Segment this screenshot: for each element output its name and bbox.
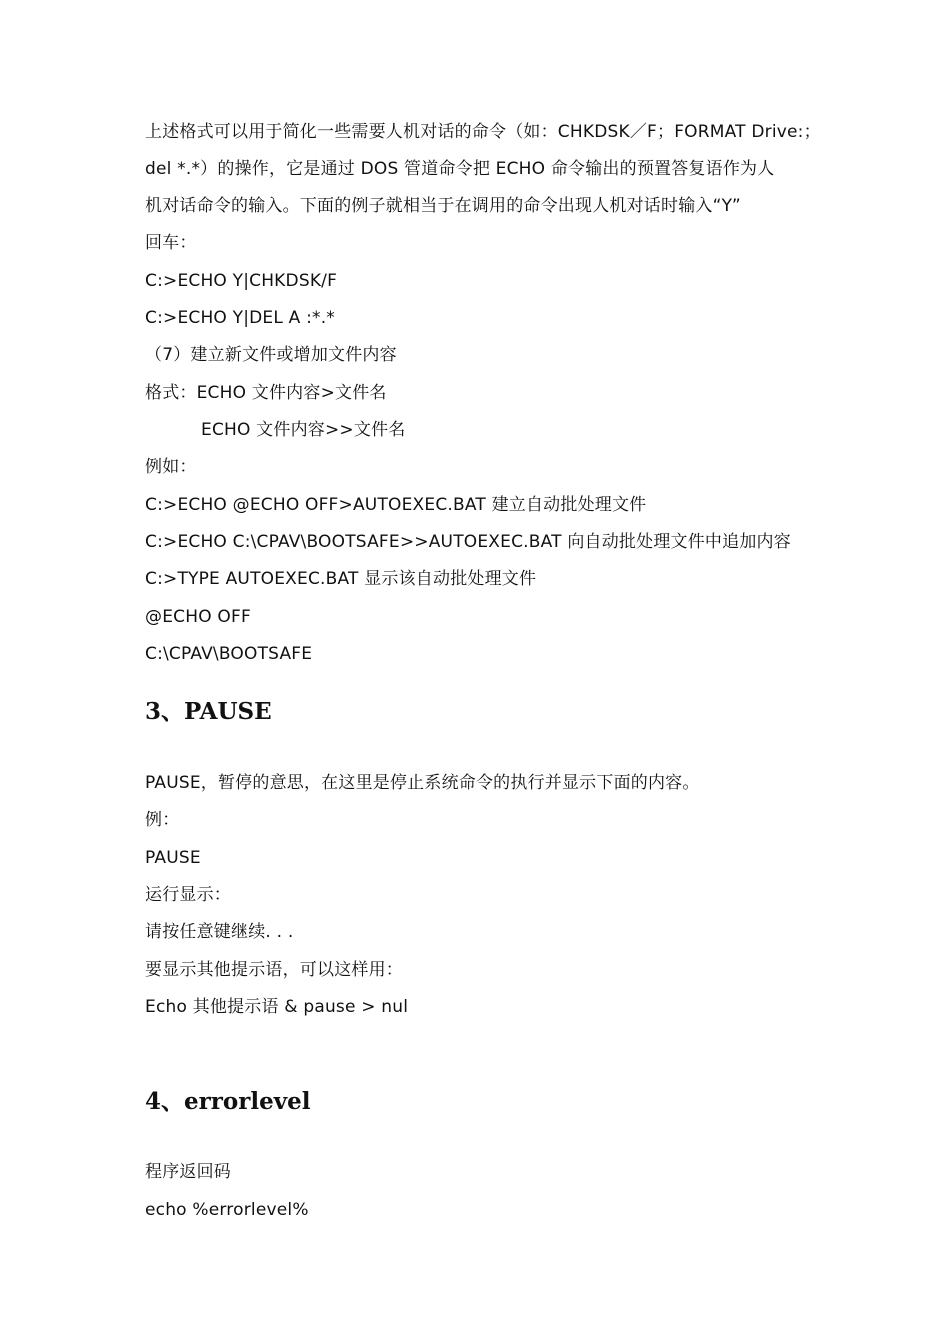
example-line: C:>ECHO C:\CPAV\BOOTSAFE>>AUTOEXEC.BAT 向自动批处理文件中追加内容 <box>145 532 791 552</box>
pause-line: PAUSE <box>145 848 201 868</box>
example-line: @ECHO OFF <box>145 607 251 627</box>
section-heading-pause: 3、PAUSE <box>145 698 272 725</box>
format-line-1: 格式：ECHO 文件内容>文件名 <box>145 383 387 403</box>
example-line: C:>TYPE AUTOEXEC.BAT 显示该自动批处理文件 <box>145 569 537 589</box>
section-heading-errorlevel: 4、errorlevel <box>145 1088 311 1115</box>
example-command-2: C:>ECHO Y|DEL A :*.* <box>145 308 336 328</box>
pause-line: 运行显示： <box>145 885 231 905</box>
pause-line: 要显示其他提示语，可以这样用： <box>145 960 403 980</box>
pause-line: Echo 其他提示语 & pause > nul <box>145 997 409 1017</box>
format-line-2: ECHO 文件内容>>文件名 <box>201 420 406 440</box>
subsection-title: （7）建立新文件或增加文件内容 <box>145 345 397 365</box>
intro-line-4: 回车： <box>145 233 197 253</box>
example-command-1: C:>ECHO Y|CHKDSK/F <box>145 271 338 291</box>
pause-line: 例： <box>145 810 180 830</box>
intro-line-2: del *.*）的操作，它是通过 DOS 管道命令把 ECHO 命令输出的预置答复语作为人 <box>145 159 775 179</box>
pause-line: 请按任意键继续. . . <box>145 922 294 942</box>
example-line: C:\CPAV\BOOTSAFE <box>145 644 313 664</box>
errorlevel-line: echo %errorlevel% <box>145 1200 309 1220</box>
errorlevel-line: 程序返回码 <box>145 1162 231 1182</box>
intro-line-1: 上述格式可以用于简化一些需要人机对话的命令（如：CHKDSK／F；FORMAT Drive:； <box>145 122 821 142</box>
intro-line-3: 机对话命令的输入。下面的例子就相当于在调用的命令出现人机对话时输入“Y” <box>145 196 741 216</box>
pause-line: PAUSE，暂停的意思，在这里是停止系统命令的执行并显示下面的内容。 <box>145 773 700 793</box>
example-line: C:>ECHO @ECHO OFF>AUTOEXEC.BAT 建立自动批处理文件 <box>145 495 647 515</box>
example-label: 例如： <box>145 457 197 477</box>
